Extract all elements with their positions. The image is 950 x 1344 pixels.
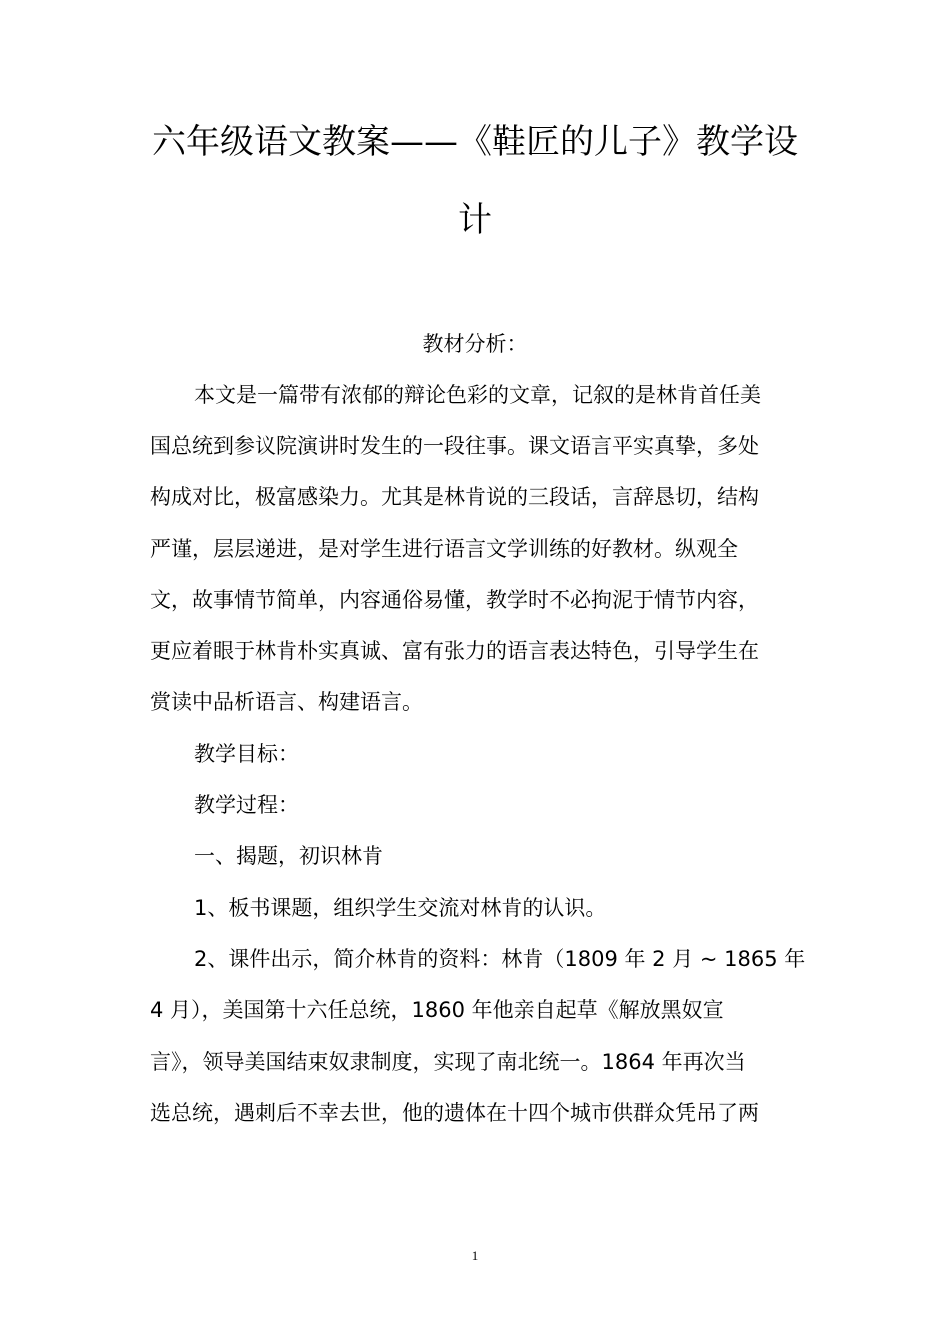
teaching-process-heading: 教学过程： — [194, 793, 299, 817]
paragraph-line: 国总统到参议院演讲时发生的一段往事。课文语言平实真挚，多处 — [150, 434, 759, 458]
paragraph-line: 赏读中品析语言、构建语言。 — [150, 690, 423, 714]
paragraph-line: 2、课件出示，简介林肯的资料：林肯（1809 年 2 月 ~ 1865 年 — [194, 947, 806, 971]
paragraph-line: 言》，领导美国结束奴隶制度，实现了南北统一。1864 年再次当 — [150, 1050, 746, 1074]
paragraph-line: 4 月），美国第十六任总统，1860 年他亲自起草《解放黑奴宣 — [150, 998, 724, 1022]
step-one-heading: 一、揭题，初识林肯 — [194, 844, 383, 868]
document-title-line-1: 六年级语文教案——《鞋匠的儿子》教学设 — [152, 122, 798, 162]
paragraph-line: 构成对比，极富感染力。尤其是林肯说的三段话，言辞恳切，结构 — [150, 485, 759, 509]
section-heading-material-analysis: 教材分析： — [422, 332, 528, 356]
list-item-1: 1、板书课题，组织学生交流对林肯的认识。 — [194, 896, 607, 920]
page-number: 1 — [471, 1248, 479, 1263]
paragraph-line: 选总统，遇刺后不幸去世，他的遗体在十四个城市供群众凭吊了两 — [150, 1101, 759, 1125]
teaching-goals-heading: 教学目标： — [194, 742, 299, 766]
document-title-line-2: 计 — [458, 200, 492, 240]
paragraph-line: 本文是一篇带有浓郁的辩论色彩的文章，记叙的是林肯首任美 — [194, 383, 761, 407]
paragraph-line: 更应着眼于林肯朴实真诚、富有张力的语言表达特色，引导学生在 — [150, 639, 759, 663]
paragraph-line: 严谨，层层递进，是对学生进行语言文学训练的好教材。纵观全 — [150, 537, 738, 561]
paragraph-line: 文，故事情节简单，内容通俗易懂，教学时不必拘泥于情节内容， — [150, 588, 759, 612]
